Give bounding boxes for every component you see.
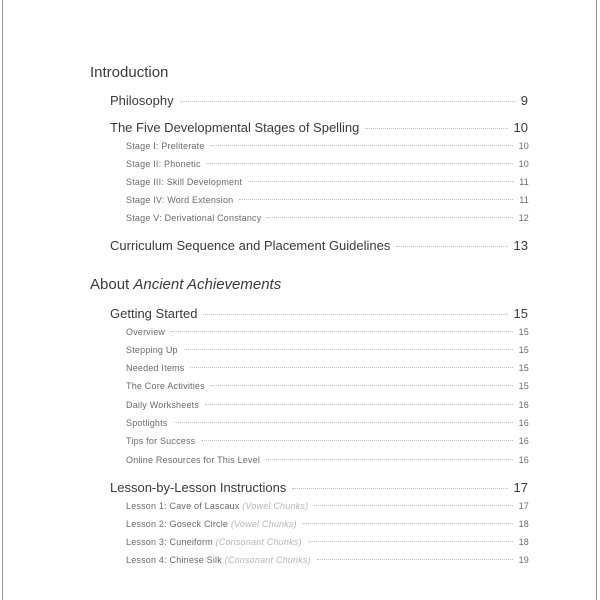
toc-subentry-label: Stepping Up <box>126 345 178 355</box>
leader-dots <box>396 246 507 247</box>
leader-dots <box>207 163 513 164</box>
page-edge-left <box>2 0 3 600</box>
toc-subentry[interactable] <box>126 501 529 511</box>
leader-dots <box>248 181 513 182</box>
leader-dots <box>171 331 512 332</box>
toc-subentry-label: Lesson 4: Chinese Silk (Consonant Chunks) <box>126 555 311 565</box>
toc-subentry-page: 16 <box>518 455 529 465</box>
toc-subentry[interactable] <box>126 381 529 391</box>
toc-entry-page: 15 <box>513 306 528 321</box>
section-title-italic: Ancient Achievements <box>133 276 282 293</box>
toc-subentry[interactable] <box>126 327 529 337</box>
toc-subentry[interactable] <box>126 455 529 465</box>
toc-subentry[interactable] <box>126 195 529 205</box>
leader-dots <box>184 349 513 350</box>
leader-dots <box>211 145 513 146</box>
toc-subentry[interactable] <box>126 345 529 355</box>
toc-subentry-page: 17 <box>518 501 529 511</box>
leader-dots <box>203 314 507 315</box>
toc-subentry-note: (Vowel Chunks) <box>230 519 297 529</box>
toc-subentry-page: 15 <box>518 363 529 373</box>
toc-entry-page: 9 <box>520 93 528 108</box>
leader-dots <box>205 404 513 405</box>
toc-subentry-label: Lesson 1: Cave of Lascaux (Vowel Chunks) <box>126 501 309 511</box>
leader-dots <box>365 128 507 129</box>
leader-dots <box>211 385 513 386</box>
toc-subentry[interactable] <box>126 177 529 187</box>
section-title-text: Introduction <box>90 64 169 81</box>
leader-dots <box>174 422 513 423</box>
toc-subentry-page: 16 <box>518 418 529 428</box>
leader-dots <box>292 488 507 489</box>
toc-subentry-note: (Consonant Chunks) <box>215 537 302 547</box>
toc-subentry-page: 11 <box>519 195 529 205</box>
toc-entry-page: 10 <box>513 120 528 135</box>
toc-subentry-label: Overview <box>126 327 166 337</box>
toc-entry-label: Philosophy <box>110 93 174 108</box>
toc-subentry-label: Stage IV: Word Extension <box>126 195 234 205</box>
page-edge-right <box>596 0 597 600</box>
section-title <box>90 276 281 293</box>
toc-subentry-page: 15 <box>518 327 529 337</box>
toc-subentry[interactable] <box>126 141 529 151</box>
toc-subentry-page: 16 <box>518 400 529 410</box>
toc-entry-page: 13 <box>513 238 528 253</box>
toc-subentry[interactable] <box>126 436 529 446</box>
toc-subentry[interactable] <box>126 159 529 169</box>
toc-entry[interactable] <box>110 238 528 253</box>
toc-subentry-label: Tips for Success <box>126 436 196 446</box>
toc-subentry[interactable] <box>126 537 529 547</box>
toc-subentry-page: 11 <box>519 177 529 187</box>
toc-subentry-page: 19 <box>518 555 529 565</box>
toc-subentry-label: The Core Activities <box>126 381 205 391</box>
toc-entry-label: Curriculum Sequence and Placement Guidelines <box>110 238 391 253</box>
toc-entry[interactable] <box>110 306 528 321</box>
toc-subentry-label: Daily Worksheets <box>126 400 200 410</box>
leader-dots <box>314 505 512 506</box>
leader-dots <box>190 367 512 368</box>
toc-subentry-page: 18 <box>518 519 529 529</box>
toc-subentry[interactable] <box>126 418 529 428</box>
toc-subentry-page: 12 <box>518 213 529 223</box>
toc-entry-page: 17 <box>513 480 528 495</box>
toc-subentry-page: 10 <box>518 141 529 151</box>
leader-dots <box>201 440 512 441</box>
toc-subentry[interactable] <box>126 400 529 410</box>
toc-subentry[interactable] <box>126 213 529 223</box>
toc-subentry-label: Spotlights <box>126 418 168 428</box>
toc-entry[interactable] <box>110 480 528 495</box>
toc-subentry-label: Stage III: Skill Development <box>126 177 243 187</box>
leader-dots <box>267 217 512 218</box>
toc-subentry-label: Stage I: Preliterate <box>126 141 205 151</box>
leader-dots <box>317 559 513 560</box>
toc-entry[interactable] <box>110 93 528 108</box>
toc-subentry[interactable] <box>126 519 529 529</box>
toc-entry[interactable] <box>110 120 528 135</box>
leader-dots <box>239 199 513 200</box>
toc-entry-label: The Five Developmental Stages of Spelling <box>110 120 360 135</box>
toc-subentry-label: Stage II: Phonetic <box>126 159 201 169</box>
toc-subentry-page: 16 <box>518 436 529 446</box>
toc-subentry-page: 18 <box>518 537 529 547</box>
toc-subentry[interactable] <box>126 555 529 565</box>
leader-dots <box>266 459 512 460</box>
leader-dots <box>180 101 515 102</box>
toc-subentry-label: Lesson 2: Goseck Circle (Vowel Chunks) <box>126 519 297 529</box>
section-title <box>90 64 168 81</box>
toc-subentry-label: Online Resources for This Level <box>126 455 261 465</box>
section-title-prefix: About <box>90 276 134 293</box>
toc-subentry-label: Needed Items <box>126 363 185 373</box>
toc-entry-label: Getting Started <box>110 306 198 321</box>
toc-entry-label: Lesson-by-Lesson Instructions <box>110 480 287 495</box>
toc-subentry-note: (Consonant Chunks) <box>224 555 311 565</box>
toc-subentry-label: Lesson 3: Cuneiform (Consonant Chunks) <box>126 537 302 547</box>
toc-subentry-page: 10 <box>518 159 529 169</box>
leader-dots <box>303 523 513 524</box>
toc-subentry[interactable] <box>126 363 529 373</box>
toc-subentry-label: Stage V: Derivational Constancy <box>126 213 262 223</box>
toc-subentry-note: (Vowel Chunks) <box>242 501 309 511</box>
leader-dots <box>308 541 513 542</box>
toc-subentry-page: 15 <box>518 381 529 391</box>
toc-subentry-page: 15 <box>518 345 529 355</box>
